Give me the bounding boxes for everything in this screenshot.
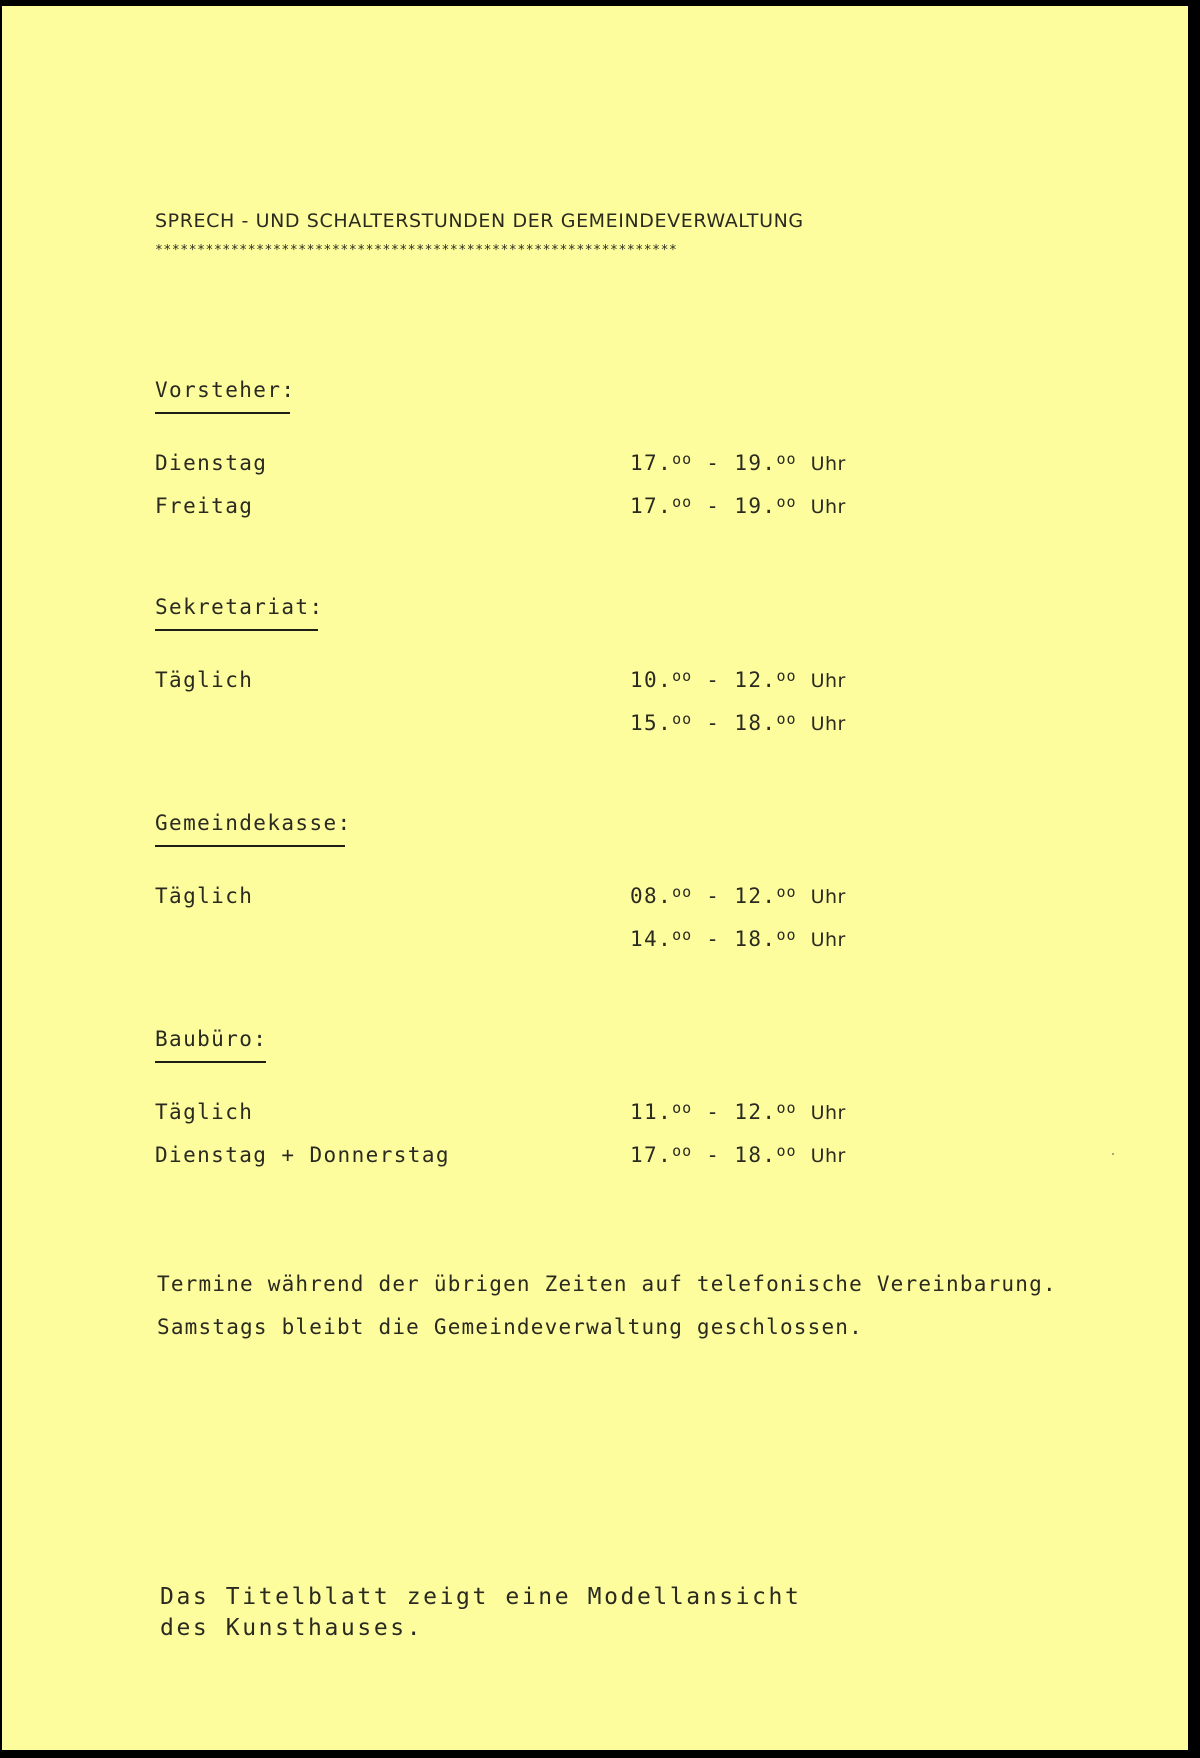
schedule-day-label: Freitag [155,494,254,518]
schedule-day-label: Dienstag [155,451,268,475]
section-heading-gemeindekasse: Gemeindekasse: [155,811,352,835]
note-saturday-closed: Samstags bleibt die Gemeindeverwaltung geschlossen. [157,1315,863,1339]
page-title: SPRECH - UND SCHALTERSTUNDEN DER GEMEINDEVERWALTUNG [155,210,804,232]
footer-caption-line2: des Kunsthauses. [160,1615,424,1641]
schedule-day-label: Täglich [155,668,254,692]
heading-underline [155,1061,266,1063]
paper-speck [1112,1153,1114,1155]
title-asterisk-underline: ************************************************************** [155,243,678,258]
section-heading-sekretariat: Sekretariat: [155,595,324,619]
schedule-day-label: Täglich [155,884,254,908]
heading-underline [155,629,318,631]
heading-underline [155,845,345,847]
section-heading-vorsteher: Vorsteher: [155,378,296,402]
document-page [2,6,1188,1750]
schedule-time: 10.$^{oo}$ - 12.$^{oo}$ Uhr [630,667,846,692]
footer-caption-line1: Das Titelblatt zeigt eine Modellansicht [160,1584,802,1610]
schedule-time: 17.$^{oo}$ - 18.$^{oo}$ Uhr [630,1142,846,1167]
schedule-day-label: Dienstag + Donnerstag [155,1143,450,1167]
schedule-time: 08.$^{oo}$ - 12.$^{oo}$ Uhr [630,883,846,908]
schedule-day-label: Täglich [155,1100,254,1124]
schedule-time: 14.$^{oo}$ - 18.$^{oo}$ Uhr [630,926,846,951]
schedule-time: 15.$^{oo}$ - 18.$^{oo}$ Uhr [630,710,846,735]
heading-underline [155,412,290,414]
note-appointments: Termine während der übrigen Zeiten auf telefonische Vereinbarung. [157,1272,1057,1296]
schedule-time: 17.$^{oo}$ - 19.$^{oo}$ Uhr [630,493,846,518]
schedule-time: 11.$^{oo}$ - 12.$^{oo}$ Uhr [630,1099,846,1124]
schedule-time: 17.$^{oo}$ - 19.$^{oo}$ Uhr [630,450,846,475]
section-heading-baubuero: Baubüro: [155,1027,268,1051]
